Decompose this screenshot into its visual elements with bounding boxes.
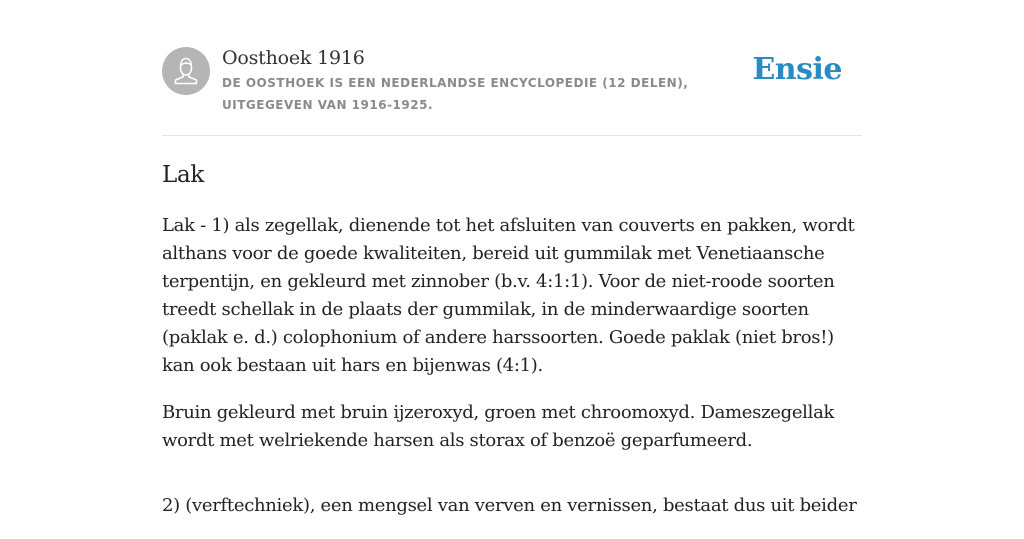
source-name[interactable]: Oosthoek 1916 <box>222 47 365 69</box>
article-paragraph: Lak - 1) als zegellak, dienende tot het afsluiten van couverts en pakken, wordt althans voor de goede kwaliteiten, bereid uit gummilak met Venetiaansche terpentijn, en gekleurd met zinnober (b.v. 4:1:1). Voor de niet-roode soorten treedt schellak in de plaats der gummilak, in de minderwaardige soorten (paklak e. d.) colophonium of andere harssoorten. Goede paklak (niet bros!) kan ook bestaan uit hars en bijenwas (4:1). <box>162 215 855 376</box>
article-paragraph: Bruin gekleurd met bruin ijzeroxyd, groen met chroomoxyd. Dameszegellak wordt met welriekende harsen als storax of benzoë geparfumeerd. <box>162 402 835 451</box>
source-header <box>162 0 862 136</box>
page-container <box>162 0 862 516</box>
source-description: DE OOSTHOEK IS EEN NEDERLANDSE ENCYCLOPEDIE (12 DELEN), UITGEGEVEN VAN 1916-1925. <box>222 76 689 112</box>
ensie-logo-link[interactable]: Ensie <box>752 52 842 87</box>
article-body <box>162 212 862 539</box>
avatar[interactable] <box>162 47 210 95</box>
article-paragraph: 2) (verftechniek), een mengsel van verven en vernissen, bestaat dus uit beider <box>162 495 857 516</box>
article-title: Lak <box>162 162 205 188</box>
user-icon <box>162 47 210 95</box>
